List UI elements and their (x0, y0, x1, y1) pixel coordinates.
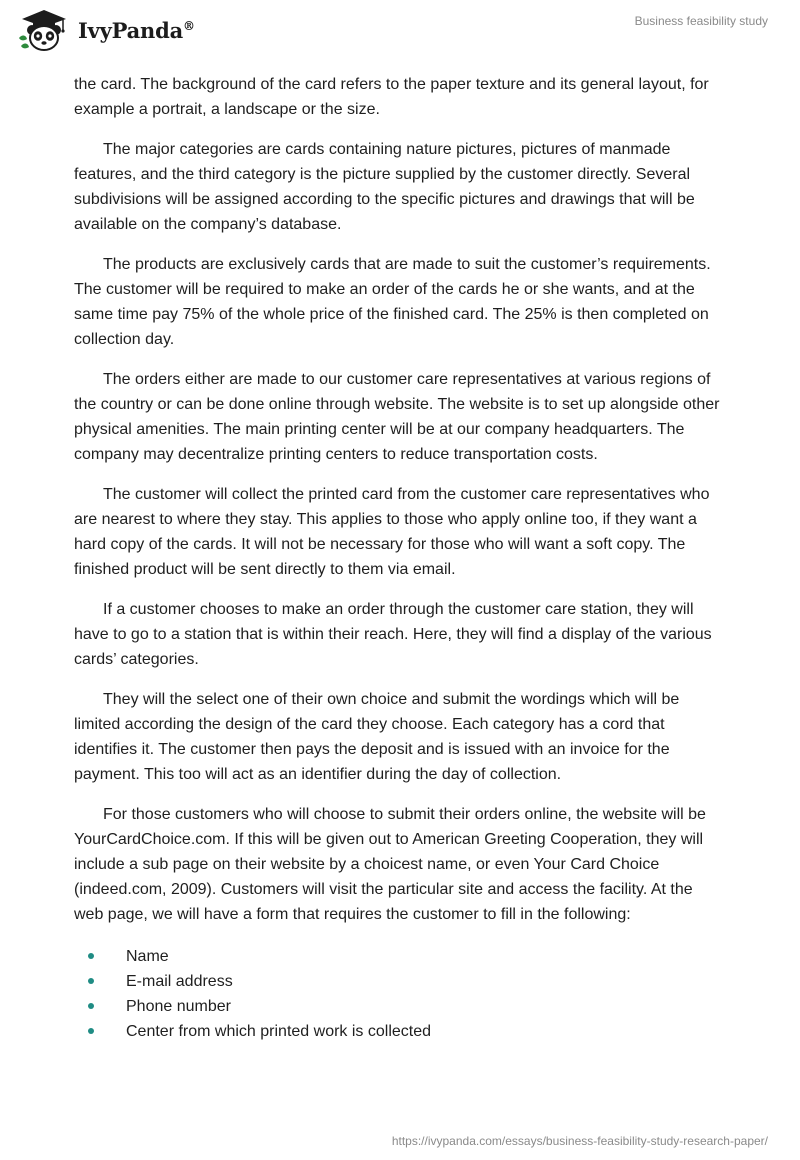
essay-body (74, 72, 726, 1044)
paragraph: The major categories are cards containing nature pictures, pictures of manmade features, and the third category is the picture supplied by the customer directly. Several subdivisions will be assigned according to the specific pictures and drawings that will be available on the company’s database. (74, 141, 695, 233)
paragraph: They will the select one of their own choice and submit the wordings which will be limited according the design of the card they choose. Each category has a cord that identifies it. The customer then pays the deposit and is issued with an invoice for the payment. This too will act as an identifier during the day of collection. (74, 691, 680, 783)
registered-mark: ® (183, 18, 195, 33)
list-item (74, 1019, 726, 1044)
list-item (74, 994, 726, 1019)
ivypanda-logo[interactable] (16, 8, 195, 52)
form-fields-list (74, 944, 726, 1044)
panda-graduate-icon (16, 8, 72, 52)
list-item (74, 969, 726, 994)
source-url[interactable]: https://ivypanda.com/essays/business-feasibility-study-research-paper/ (391, 1134, 768, 1148)
list-item-text: Phone number (126, 998, 231, 1015)
list-item (74, 944, 726, 969)
document-label: Business feasibility study (634, 14, 768, 28)
page-header (0, 0, 800, 70)
bullet-dot-icon (88, 978, 94, 984)
logo-text: IvyPanda® (78, 17, 195, 43)
list-item-text: Center from which printed work is collected (126, 1023, 432, 1040)
list-item-text: Name (126, 948, 169, 965)
bullet-dot-icon (88, 953, 94, 959)
paragraph: the card. The background of the card refers to the paper texture and its general layout, for example a portrait, a landscape or the size. (74, 76, 709, 118)
paragraph: The products are exclusively cards that are made to suit the customer’s requirements. The customer will be required to make an order of the cards he or she wants, and at the same time pay 75% of the whole price of the finished card. The 25% is then completed on collection day. (74, 256, 711, 348)
bullet-dot-icon (88, 1003, 94, 1009)
paragraph: For those customers who will choose to submit their orders online, the website will be YourCardChoice.com. If this will be given out to American Greeting Cooperation, they will include a sub page on their website by a choicest name, or even Your Card Choice (indeed.com, 2009). Customers will visit the particular site and access the facility. At the web page, we will have a form that requires the customer to fill in the following: (74, 806, 706, 923)
bullet-dot-icon (88, 1028, 94, 1034)
paragraph: If a customer chooses to make an order through the customer care station, they will have to go to a station that is within their reach. Here, they will find a display of the various cards’ categories. (74, 601, 712, 668)
paragraph: The orders either are made to our customer care representatives at various regions of the country or can be done online through website. The website is to set up alongside other physical amenities. The main printing center will be at our company headquarters. The company may decentralize printing centers to reduce transportation costs. (74, 371, 720, 463)
list-item-text: E-mail address (126, 973, 233, 990)
paragraph: The customer will collect the printed card from the customer care representatives who are nearest to where they stay. This applies to those who apply online too, if they want a hard copy of the cards. It will not be necessary for those who will want a soft copy. The finished product will be sent directly to them via email. (74, 486, 710, 578)
